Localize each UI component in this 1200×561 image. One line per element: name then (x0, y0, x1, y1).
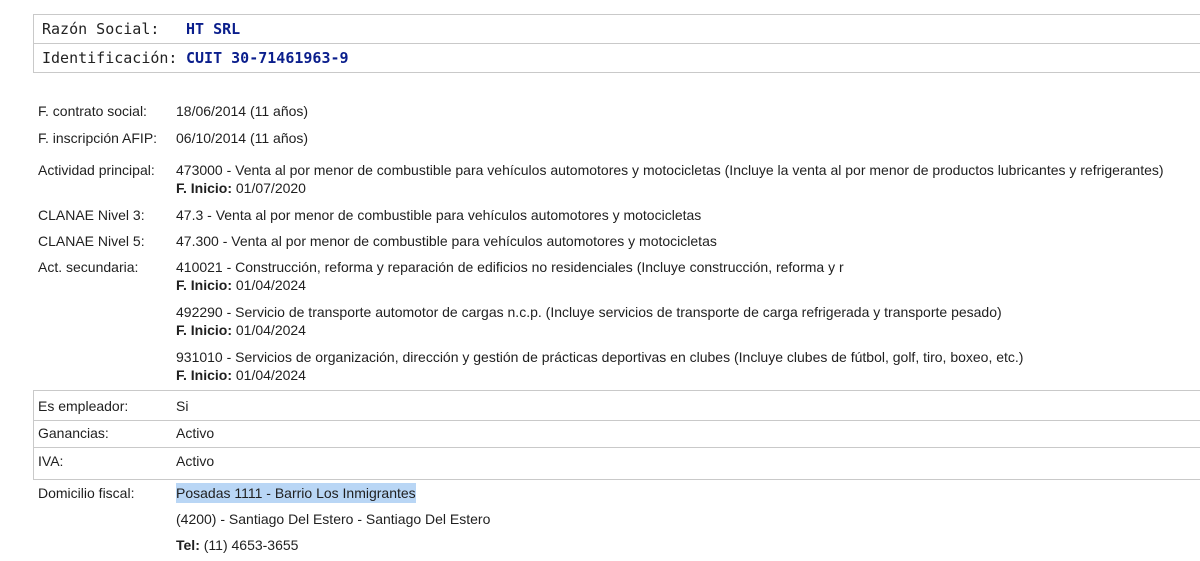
domicilio-line-2: (4200) - Santiago Del Estero - Santiago Del Estero (176, 511, 491, 527)
actividad-label: Actividad principal: (38, 162, 155, 178)
section-divider (33, 390, 1200, 391)
section-left-border (33, 390, 34, 480)
secundaria-3-inicio (176, 365, 306, 385)
telefono (176, 535, 298, 555)
secundaria-1-inicio-value: 01/04/2024 (232, 277, 306, 293)
afip-value: 06/10/2014 (11 años) (176, 130, 309, 146)
identificacion-row (34, 44, 1200, 73)
domicilio-line-1[interactable]: Posadas 1111 - Barrio Los Inmigrantes (176, 485, 416, 501)
secundaria-item-2: 492290 - Servicio de transporte automotor de cargas n.c.p. (Incluye servicios de transporte de carga refrigerada y transporte pesado) (176, 304, 1002, 320)
row-divider (33, 420, 1200, 421)
clanae5-value: 47.300 - Venta al por menor de combustible para vehículos automotores y motocicletas (176, 233, 717, 249)
razon-social-label: Razón Social: (42, 20, 160, 38)
afip-label: F. inscripción AFIP: (38, 130, 158, 146)
row-divider (33, 447, 1200, 448)
secundaria-label: Act. secundaria: (38, 259, 139, 275)
clanae3-label: CLANAE Nivel 3: (38, 207, 145, 223)
identificacion-label: Identificación: (42, 49, 178, 67)
contrato-label: F. contrato social: (38, 103, 147, 119)
telefono-label: Tel: (176, 537, 200, 553)
secundaria-2-inicio-value: 01/04/2024 (232, 322, 306, 338)
telefono-value: (11) 4653-3655 (199, 537, 299, 553)
actividad-inicio (176, 178, 306, 198)
razon-social-value: HT SRL (186, 20, 241, 38)
secundaria-3-inicio-label: F. Inicio: (176, 367, 232, 383)
empleador-value: Si (176, 398, 189, 414)
iva-value: Activo (176, 453, 215, 469)
secundaria-2-inicio (176, 320, 306, 340)
secundaria-item-3: 931010 - Servicios de organización, dirección y gestión de prácticas deportivas en clubes (Incluye clubes de fútbol, golf, tiro, boxeo, etc.) (176, 349, 1024, 365)
actividad-inicio-label: F. Inicio: (176, 180, 232, 196)
ganancias-label: Ganancias: (38, 425, 109, 441)
row-divider (33, 479, 1200, 480)
clanae3-value: 47.3 - Venta al por menor de combustible para vehículos automotores y motocicletas (176, 207, 702, 223)
razon-social-row (34, 15, 1200, 44)
contrato-value: 18/06/2014 (11 años) (176, 103, 309, 119)
secundaria-1-inicio-label: F. Inicio: (176, 277, 232, 293)
secundaria-item-1: 410021 - Construcción, reforma y reparación de edificios no residenciales (Incluye construcción, reforma y r (176, 259, 844, 275)
actividad-inicio-value: 01/07/2020 (232, 180, 306, 196)
domicilio-label: Domicilio fiscal: (38, 485, 135, 501)
clanae5-label: CLANAE Nivel 5: (38, 233, 145, 249)
identity-box (33, 14, 1200, 73)
identificacion-value: CUIT 30-71461963-9 (186, 49, 349, 67)
secundaria-1-inicio (176, 275, 306, 295)
iva-label: IVA: (38, 453, 64, 469)
secundaria-2-inicio-label: F. Inicio: (176, 322, 232, 338)
empleador-label: Es empleador: (38, 398, 129, 414)
actividad-value: 473000 - Venta al por menor de combustible para vehículos automotores y motocicletas (Incluye la venta al por menor de productos lubricantes y refrigerantes) (176, 162, 1164, 178)
secundaria-3-inicio-value: 01/04/2024 (232, 367, 306, 383)
ganancias-value: Activo (176, 425, 215, 441)
